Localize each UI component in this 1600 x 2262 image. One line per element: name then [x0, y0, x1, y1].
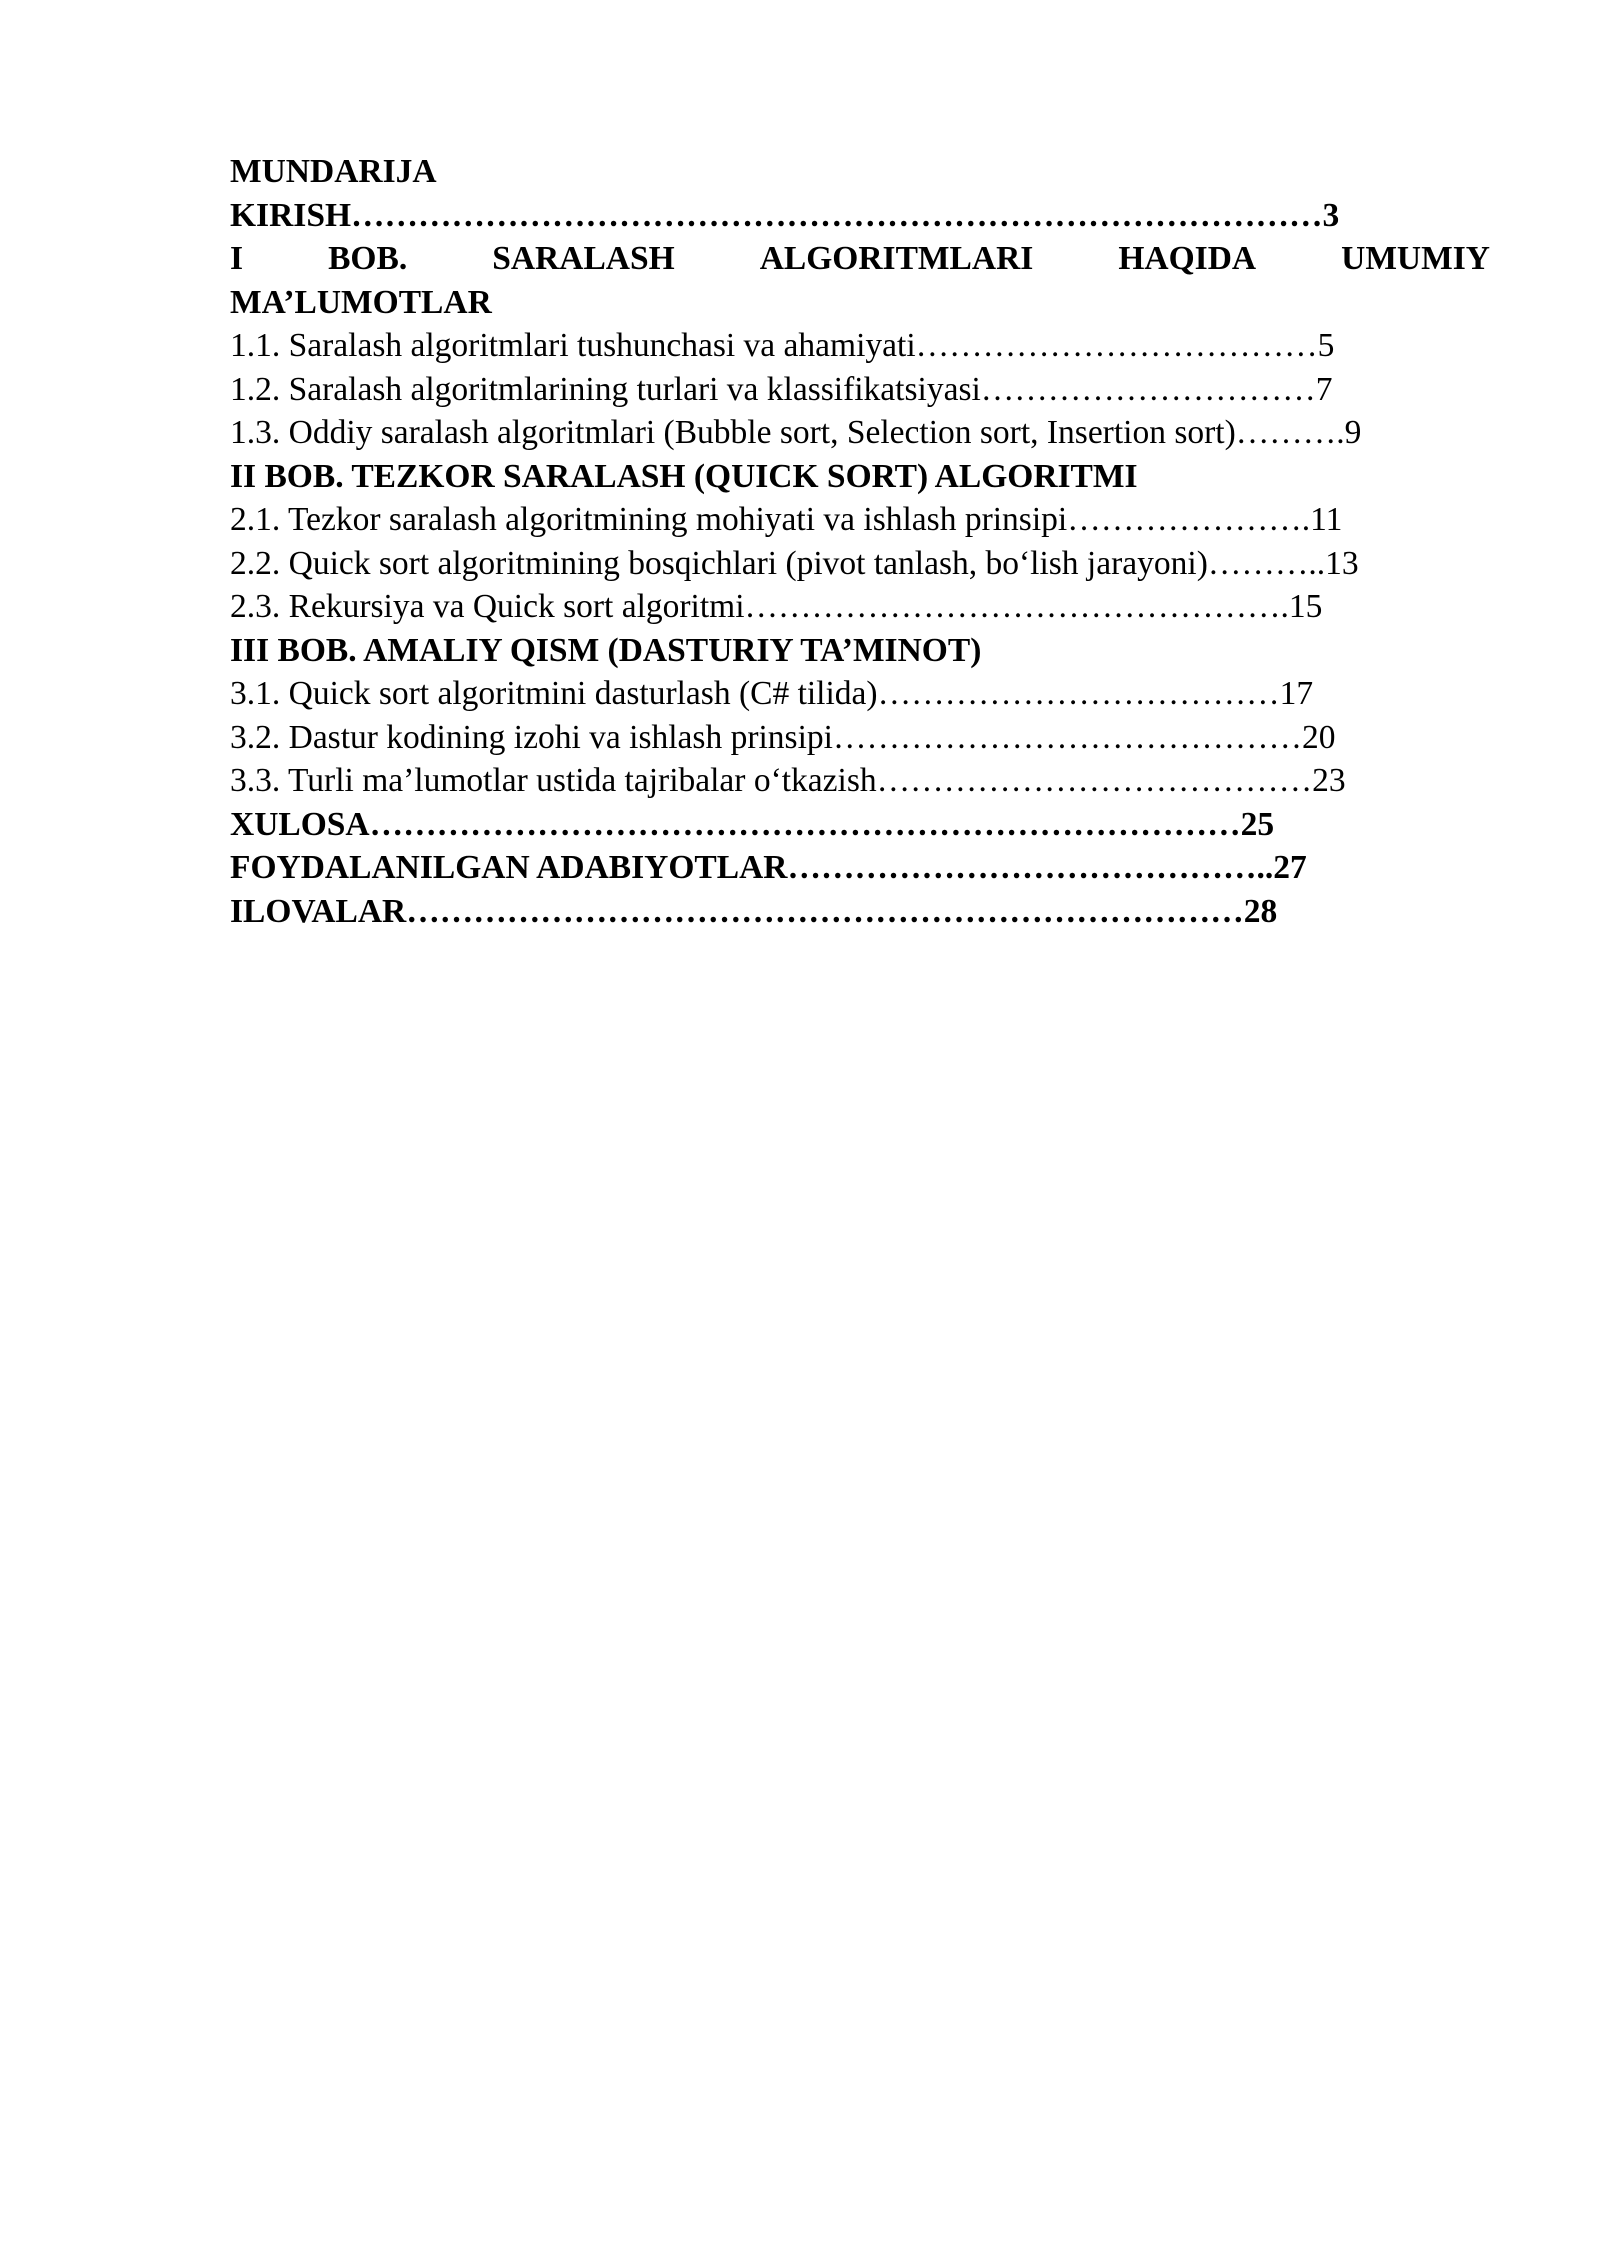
chapter-1-word: BOB. — [328, 240, 408, 277]
toc-entry-3-3: 3.3. Turli ma’lumotlar ustida tajribalar o‘tkazish…………………………………23 — [230, 762, 1346, 799]
toc-entry-1-1: 1.1. Saralash algoritmlari tushunchasi va ahamiyati………………………………5 — [230, 327, 1335, 364]
chapter-1-word: I — [230, 240, 244, 277]
toc-entry-adabiyotlar: FOYDALANILGAN ADABIYOTLAR……………………………………..27 — [230, 849, 1307, 886]
toc-entry-kirish: KIRISH……………………………………………………………………………3 — [230, 196, 1340, 234]
table-of-contents — [230, 150, 1490, 933]
toc-chapter-1-heading — [230, 237, 1490, 281]
toc-chapter-2-heading: II BOB. TEZKOR SARALASH (QUICK SORT) ALGORITMI — [230, 457, 1138, 495]
toc-entry-1-2: 1.2. Saralash algoritmlarining turlari va klassifikatsiyasi…………………………7 — [230, 370, 1333, 408]
toc-entry-2-1: 2.1. Tezkor saralash algoritmining mohiyati va ishlash prinsipi………………….11 — [230, 501, 1343, 538]
toc-entry-1-3: 1.3. Oddiy saralash algoritmlari (Bubble sort, Selection sort, Insertion sort)……….9 — [230, 414, 1362, 451]
toc-entry-3-1: 3.1. Quick sort algoritmini dasturlash (C# tilida)………………………………17 — [230, 675, 1314, 712]
chapter-1-word: SARALASH — [492, 240, 675, 277]
toc-entry-xulosa: XULOSA……………………………………………………………………25 — [230, 805, 1275, 843]
chapter-1-word: HAQIDA — [1118, 240, 1257, 277]
toc-title: MUNDARIJA — [230, 153, 437, 190]
toc-entry-3-2: 3.2. Dastur kodining izohi va ishlash prinsipi……………………………………20 — [230, 718, 1336, 756]
toc-chapter-3-heading: III BOB. AMALIY QISM (DASTURIY TA’MINOT) — [230, 631, 982, 669]
toc-entry-2-2: 2.2. Quick sort algoritmining bosqichlari (pivot tanlash, bo‘lish jarayoni)………..13 — [230, 544, 1359, 582]
toc-entry-2-3: 2.3. Rekursiya va Quick sort algoritmi………………………………………….15 — [230, 588, 1323, 625]
toc-chapter-1-heading-cont: MA’LUMOTLAR — [230, 283, 492, 321]
chapter-1-word: UMUMIY — [1341, 240, 1490, 277]
toc-entry-ilovalar: ILOVALAR…………………………………………………………………28 — [230, 892, 1278, 930]
chapter-1-word: ALGORITMLARI — [759, 240, 1034, 277]
